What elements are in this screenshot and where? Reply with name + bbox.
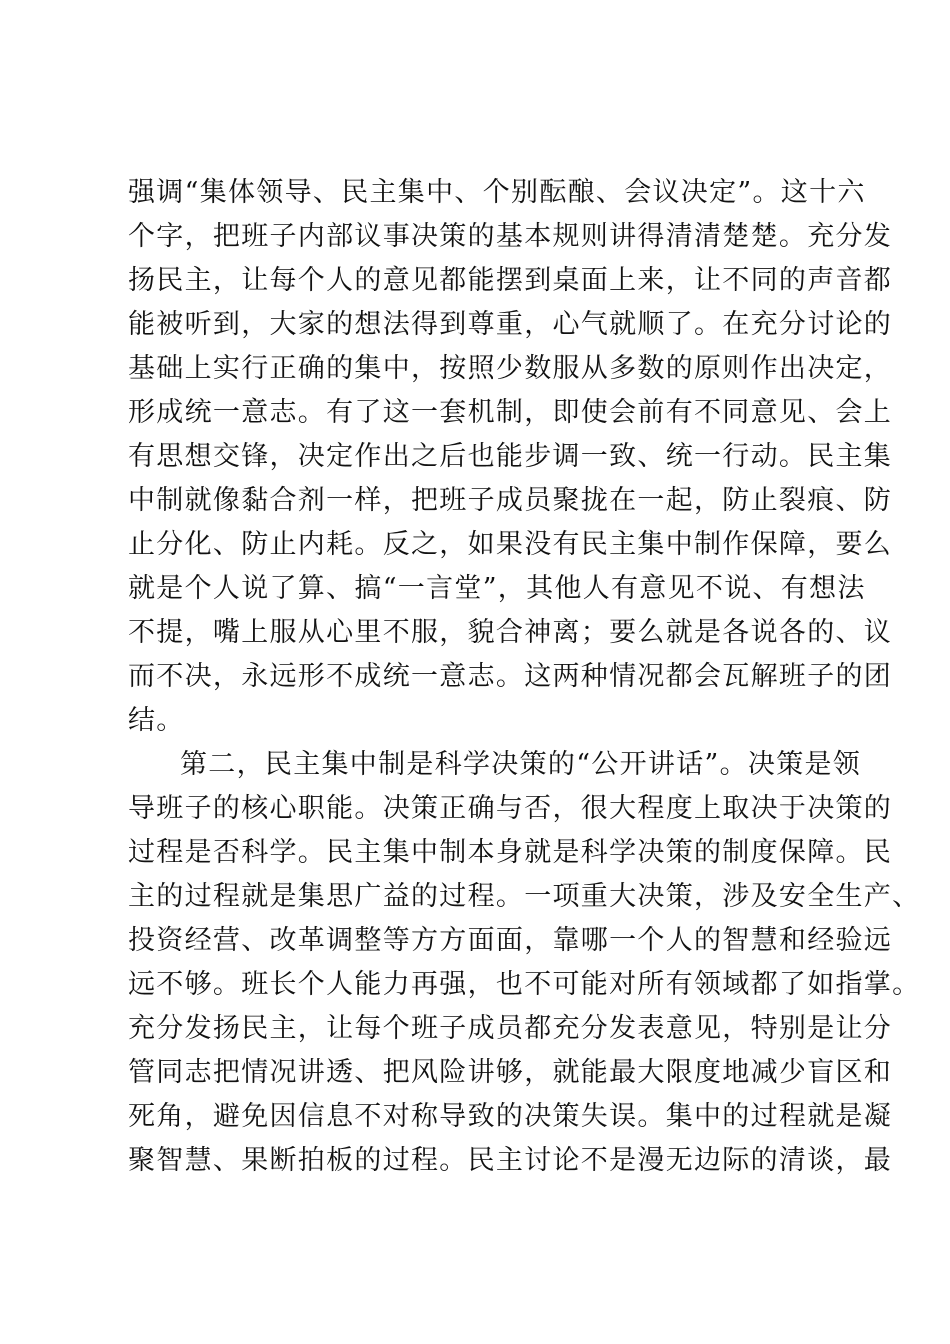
text-line: 管同志把情况讲透、把风险讲够，就能最大限度地减少盲区和 [128,1057,893,1088]
paragraph-1 [128,171,893,743]
text-line: 强调“集体领导、民主集中、个别酝酿、会议决定”。这十六 [128,177,866,208]
text-line: 止分化、防止内耗。反之，如果没有民主集中制作保障，要么 [128,529,893,560]
text-line: 导班子的核心职能。决策正确与否，很大程度上取决于决策的 [128,793,893,824]
text-line: 能被听到，大家的想法得到尊重，心气就顺了。在充分讨论的 [128,309,893,340]
text-line: 不提，嘴上服从心里不服，貌合神离；要么就是各说各的、议 [128,617,893,648]
text-line: 中制就像黏合剂一样，把班子成员聚拢在一起，防止裂痕、防 [128,485,893,516]
text-line: 扬民主，让每个人的意见都能摆到桌面上来，让不同的声音都 [128,265,893,296]
text-line: 而不决，永远形不成统一意志。这两种情况都会瓦解班子的团 [128,661,893,692]
text-line: 结。 [128,705,185,736]
text-line: 远不够。班长个人能力再强，也不可能对所有领域都了如指掌。 [128,969,921,1000]
body-text [128,171,921,1183]
text-line: 主的过程就是集思广益的过程。一项重大决策，涉及安全生产、 [128,881,921,912]
text-line: 充分发扬民主，让每个班子成员都充分发表意见，特别是让分 [128,1013,893,1044]
text-line: 个字，把班子内部议事决策的基本规则讲得清清楚楚。充分发 [128,221,893,252]
text-line: 形成统一意志。有了这一套机制，即使会前有不同意见、会上 [128,397,893,428]
text-line: 第二，民主集中制是科学决策的“公开讲话”。决策是领 [180,749,862,780]
text-line: 投资经营、改革调整等方方面面，靠哪一个人的智慧和经验远 [128,925,893,956]
text-line: 基础上实行正确的集中，按照少数服从多数的原则作出决定， [128,353,893,384]
text-line: 就是个人说了算、搞“一言堂”，其他人有意见不说、有想法 [128,573,866,604]
text-line: 死角，避免因信息不对称导致的决策失误。集中的过程就是凝 [128,1101,893,1132]
paragraph-2 [128,743,921,1183]
text-line: 有思想交锋，决定作出之后也能步调一致、统一行动。民主集 [128,441,893,472]
text-line: 过程是否科学。民主集中制本身就是科学决策的制度保障。民 [128,837,893,868]
text-line: 聚智慧、果断拍板的过程。民主讨论不是漫无边际的清谈，最 [128,1145,893,1176]
